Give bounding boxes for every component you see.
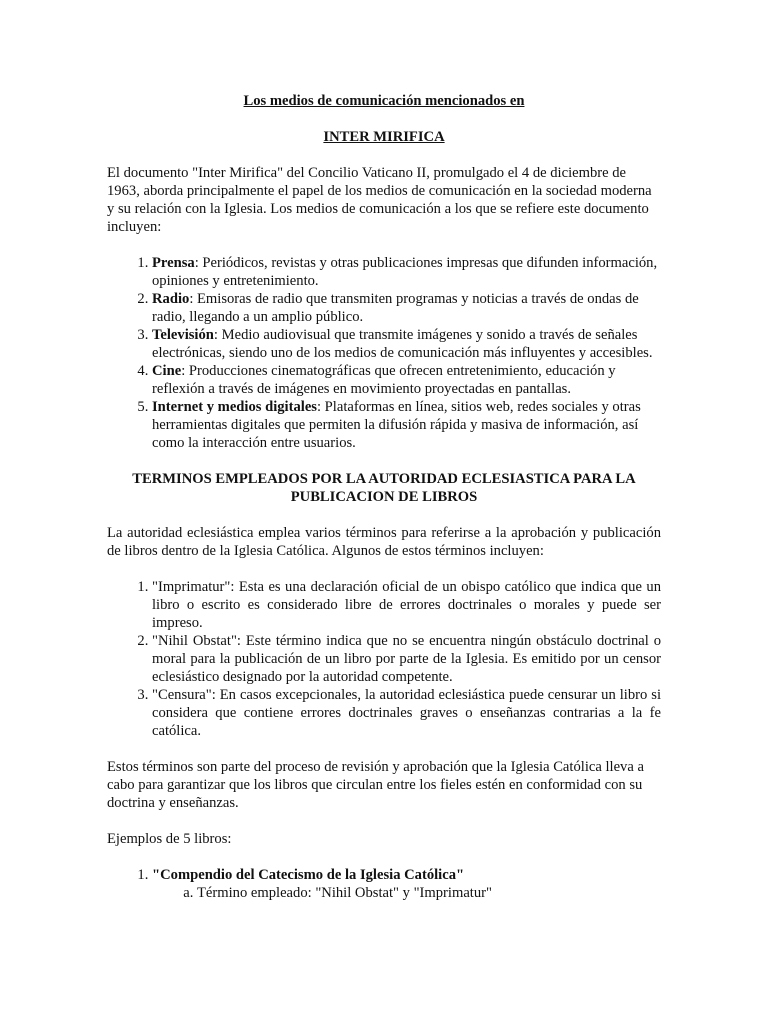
list-item-term: Televisión (152, 327, 214, 343)
books-list (107, 866, 661, 902)
list-item: 2. "Nihil Obstat": Este término indica que no se encuentra ningún obstáculo doctrinal o moral para la publicación de un libro por parte de la Iglesia. Es emitido por un censor eclesiástico designado por la autoridad competente. (152, 632, 661, 686)
list-item (152, 254, 661, 290)
book-sub-item: a. Término empleado: "Nihil Obstat" y "Imprimatur" (197, 884, 661, 902)
section-paragraph: La autoridad eclesiástica emplea varios términos para referirse a la aprobación y publicación de libros dentro de la Iglesia Católica. Algunos de estos términos incluyen: (107, 525, 661, 559)
media-list (107, 254, 661, 452)
list-item-text: : Medio audiovisual que transmite imágenes y sonido a través de señales electrónicas, siendo uno de los medios de comunicación más influyentes y accesibles. (152, 327, 653, 361)
book-title: "Compendio del Catecismo de la Iglesia Católica" (152, 867, 465, 883)
terms-list (107, 578, 661, 740)
list-item-text: : Emisoras de radio que transmiten programas y noticias a través de ondas de radio, llegando a un amplio público. (152, 291, 639, 325)
document-page (107, 92, 661, 902)
list-item-term: Internet y medios digitales (152, 399, 317, 415)
list-item-term: Prensa (152, 255, 195, 271)
list-item-text: : Producciones cinematográficas que ofrecen entretenimiento, educación y reflexión a través de imágenes en movimiento proyectadas en pantallas. (152, 363, 616, 397)
section-heading: TERMINOS EMPLEADOS POR LA AUTORIDAD ECLESIASTICA PARA LA PUBLICACION DE LIBROS (132, 471, 636, 505)
list-item-term: Radio (152, 291, 190, 307)
document-title-line2: INTER MIRIFICA (323, 129, 445, 145)
examples-intro: Ejemplos de 5 libros: (107, 831, 232, 847)
list-item (152, 362, 661, 398)
list-item: 1. "Imprimatur": Esta es una declaración oficial de un obispo católico que indica que un libro o escrito es considerado libre de errores doctrinales o morales y puede ser impreso. (152, 578, 661, 632)
document-title-line1: Los medios de comunicación mencionados en (243, 93, 525, 109)
book-sublist (152, 884, 661, 902)
book-item (152, 866, 661, 902)
list-item (152, 326, 661, 362)
list-item-text: : Plataformas en línea, sitios web, redes sociales y otras herramientas digitales que permiten la difusión rápida y masiva de información, así como la interacción entre usuarios. (152, 399, 641, 451)
list-item-text: : Periódicos, revistas y otras publicaciones impresas que difunden información, opiniones y entretenimiento. (152, 255, 658, 289)
list-item-term: Cine (152, 363, 182, 379)
list-item (152, 290, 661, 326)
summary-paragraph: Estos términos son parte del proceso de revisión y aprobación que la Iglesia Católica lleva a cabo para garantizar que los libros que circulan entre los fieles estén en conformidad con su doctrina y enseñanzas. (107, 759, 644, 811)
list-item: 3. "Censura": En casos excepcionales, la autoridad eclesiástica puede censurar un libro si considera que contiene errores doctrinales graves o enseñanzas contrarias a la fe católica. (152, 686, 661, 740)
intro-paragraph: El documento "Inter Mirifica" del Concilio Vaticano II, promulgado el 4 de diciembre de 1963, aborda principalmente el papel de los medios de comunicación en la sociedad moderna y su relación con la Iglesia. Los medios de comunicación a los que se refiere este documento incluyen: (107, 165, 652, 235)
list-item (152, 398, 661, 452)
